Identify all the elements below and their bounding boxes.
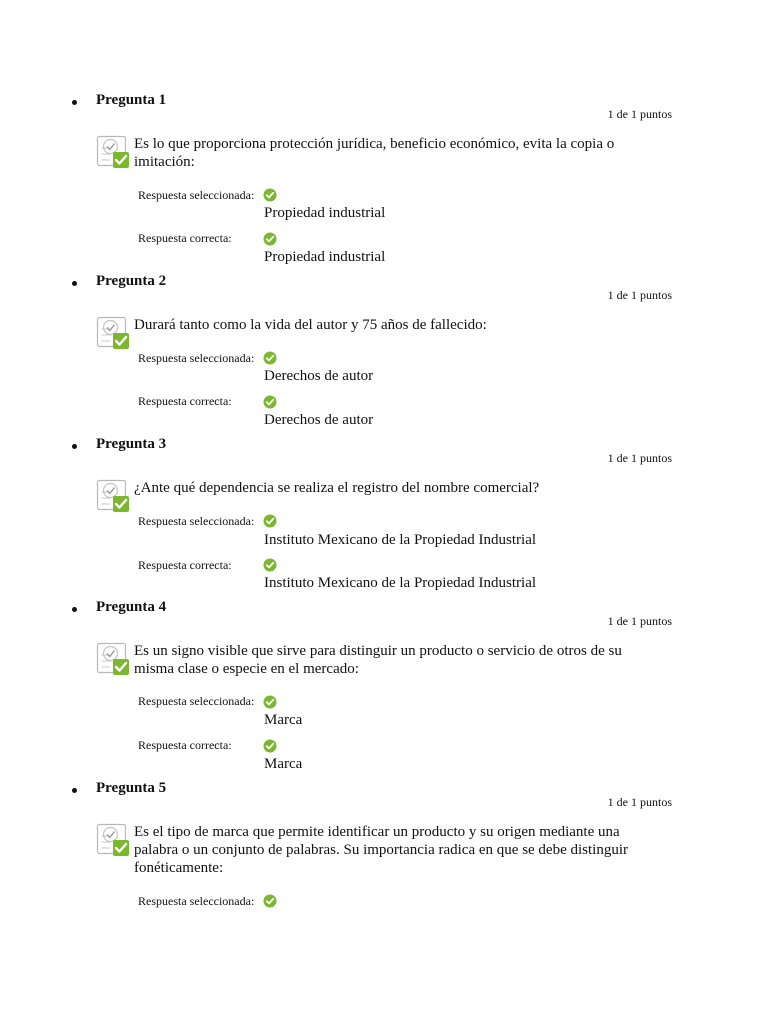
selected-answer-label: Respuesta seleccionada:: [138, 894, 255, 908]
green-check-icon: [263, 739, 277, 753]
question-points: 1 de 1 puntos: [607, 107, 672, 121]
selected-answer-label: Respuesta seleccionada:: [138, 351, 255, 365]
green-check-icon: [263, 558, 277, 572]
question-points: 1 de 1 puntos: [607, 288, 672, 302]
question-points: 1 de 1 puntos: [607, 451, 672, 465]
bullet: [72, 444, 77, 449]
question-points: 1 de 1 puntos: [607, 795, 672, 809]
question-title: Pregunta 1: [96, 92, 167, 108]
bullet: [72, 607, 77, 612]
green-check-icon: [263, 395, 277, 409]
correct-answer-value: Derechos de autor: [264, 412, 374, 428]
question-title: Pregunta 5: [96, 780, 167, 796]
correct-answer-value: Marca: [264, 756, 303, 772]
question-text: Es lo que proporciona protección jurídica, beneficio económico, evita la copia o imitación:: [134, 136, 615, 170]
bullet: [72, 100, 77, 105]
graded-correct-icon: [96, 479, 130, 513]
selected-answer-value: Derechos de autor: [264, 368, 374, 384]
green-check-icon: [263, 514, 277, 528]
graded-correct-icon: [96, 135, 130, 169]
graded-correct-icon: [96, 642, 130, 676]
correct-answer-value: Instituto Mexicano de la Propiedad Industrial: [264, 575, 537, 591]
question-text: Durará tanto como la vida del autor y 75 años de fallecido:: [134, 317, 487, 333]
correct-answer-value: Propiedad industrial: [264, 249, 386, 265]
selected-answer-value: Propiedad industrial: [264, 205, 386, 221]
green-check-icon: [263, 351, 277, 365]
selected-answer-label: Respuesta seleccionada:: [138, 188, 255, 202]
selected-answer-value: Marca: [264, 712, 303, 728]
bullet: [72, 788, 77, 793]
green-check-icon: [263, 232, 277, 246]
correct-answer-label: Respuesta correcta:: [138, 231, 232, 245]
selected-answer-label: Respuesta seleccionada:: [138, 694, 255, 708]
question-title: Pregunta 3: [96, 436, 167, 452]
green-check-icon: [263, 894, 277, 908]
question-title: Pregunta 4: [96, 599, 167, 615]
correct-answer-label: Respuesta correcta:: [138, 738, 232, 752]
question-title: Pregunta 2: [96, 273, 167, 289]
correct-answer-label: Respuesta correcta:: [138, 558, 232, 572]
correct-answer-label: Respuesta correcta:: [138, 394, 232, 408]
question-text: ¿Ante qué dependencia se realiza el registro del nombre comercial?: [134, 480, 540, 496]
question-points: 1 de 1 puntos: [607, 614, 672, 628]
graded-correct-icon: [96, 316, 130, 350]
bullet: [72, 281, 77, 286]
question-text: Es el tipo de marca que permite identificar un producto y su origen mediante una palabra o un conjunto de palabras. Su importancia radica en que se debe distinguir fonéticamente:: [134, 824, 629, 876]
green-check-icon: [263, 188, 277, 202]
graded-correct-icon: [96, 823, 130, 857]
question-text: Es un signo visible que sirve para distinguir un producto o servicio de otros de su misma clase o especie en el mercado:: [134, 643, 622, 677]
green-check-icon: [263, 695, 277, 709]
selected-answer-label: Respuesta seleccionada:: [138, 514, 255, 528]
selected-answer-value: Instituto Mexicano de la Propiedad Industrial: [264, 532, 537, 548]
